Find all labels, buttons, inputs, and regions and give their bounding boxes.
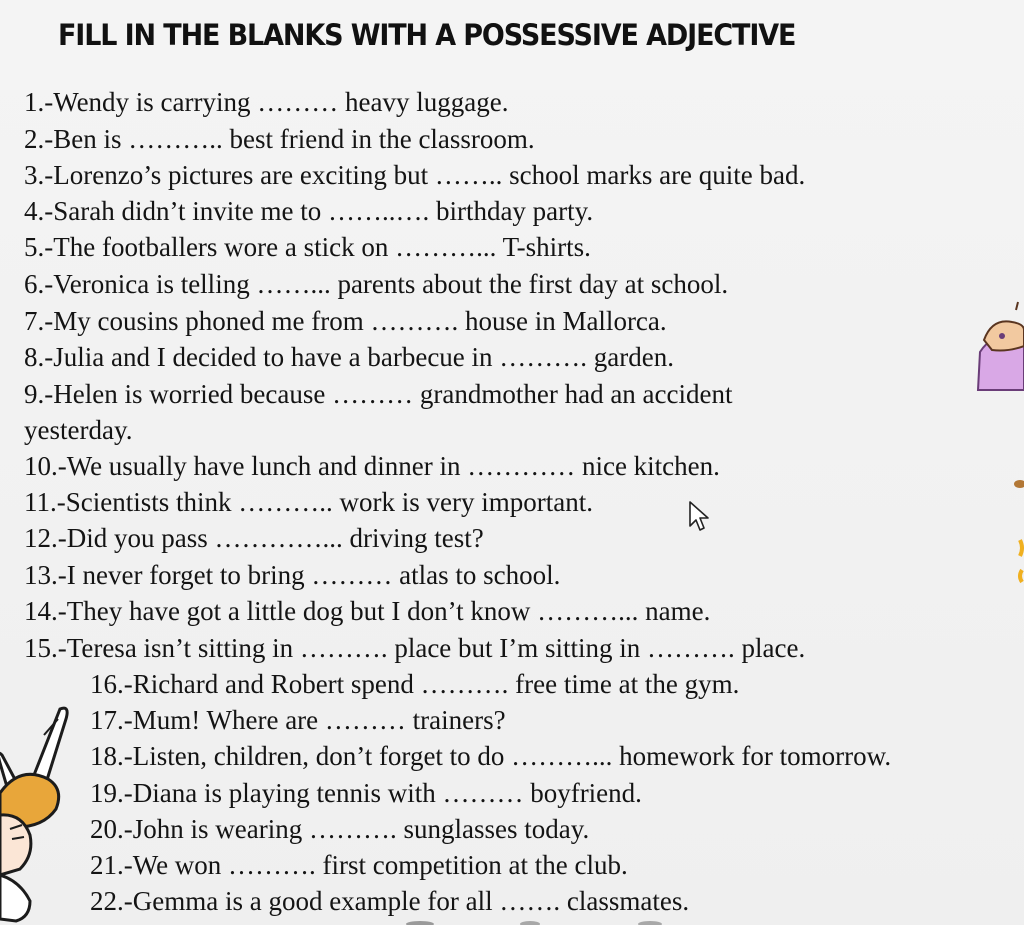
scroll-indicator: [400, 912, 700, 925]
exercise-line: 2.-Ben is ……….. best friend in the classroom.: [24, 124, 535, 154]
exercise-line: 17.-Mum! Where are ……… trainers?: [90, 705, 506, 735]
mouse-pointer-icon: [688, 500, 710, 532]
exercise-line: 13.-I never forget to bring ……… atlas to school.: [24, 560, 561, 590]
cartoon-figure-clipart: [972, 300, 1024, 392]
exercise-line: 9.-Helen is worried because ……… grandmother had an accident: [24, 379, 733, 409]
exercise-line: 10.-We usually have lunch and dinner in ………… nice kitchen.: [24, 451, 720, 481]
clipart-fragment: [1010, 478, 1024, 588]
exercise-line: 7.-My cousins phoned me from ………. house in Mallorca.: [24, 306, 667, 336]
exercise-line: 21.-We won ………. first competition at the club.: [90, 850, 628, 880]
exercise-line: 16.-Richard and Robert spend ………. free time at the gym.: [90, 669, 740, 699]
exercise-line: 5.-The footballers wore a stick on ………... T-shirts.: [24, 232, 591, 262]
exercise-line: 4.-Sarah didn’t invite me to ……..…. birthday party.: [24, 196, 594, 226]
exercise-line: 1.-Wendy is carrying ……… heavy luggage.: [24, 87, 509, 117]
exercise-line: 20.-John is wearing ………. sunglasses today.: [90, 814, 590, 844]
exercise-line: 3.-Lorenzo’s pictures are exciting but …….. school marks are quite bad.: [24, 160, 806, 190]
exercise-line: 15.-Teresa isn’t sitting in ………. place but I’m sitting in ………. place.: [24, 633, 806, 663]
worksheet-title: FILL IN THE BLANKS WITH A POSSESSIVE ADJECTIVE: [58, 18, 796, 52]
exercise-line: 22.-Gemma is a good example for all ……. classmates.: [90, 886, 690, 916]
exercise-line: 19.-Diana is playing tennis with ……… boyfriend.: [90, 778, 642, 808]
exercise-line: 11.-Scientists think ……….. work is very important.: [24, 487, 593, 517]
exercise-line: 12.-Did you pass …………... driving test?: [24, 523, 484, 553]
exercise-line: 6.-Veronica is telling ……... parents about the first day at school.: [24, 269, 729, 299]
exercise-line: 14.-They have got a little dog but I don’t know ………... name.: [24, 596, 711, 626]
exercise-line: 8.-Julia and I decided to have a barbecue in ………. garden.: [24, 342, 675, 372]
cartoon-rabbit-clipart: [0, 705, 78, 925]
exercise-line: 18.-Listen, children, don’t forget to do ………... homework for tomorrow.: [90, 741, 892, 771]
exercise-line: yesterday.: [24, 415, 133, 445]
